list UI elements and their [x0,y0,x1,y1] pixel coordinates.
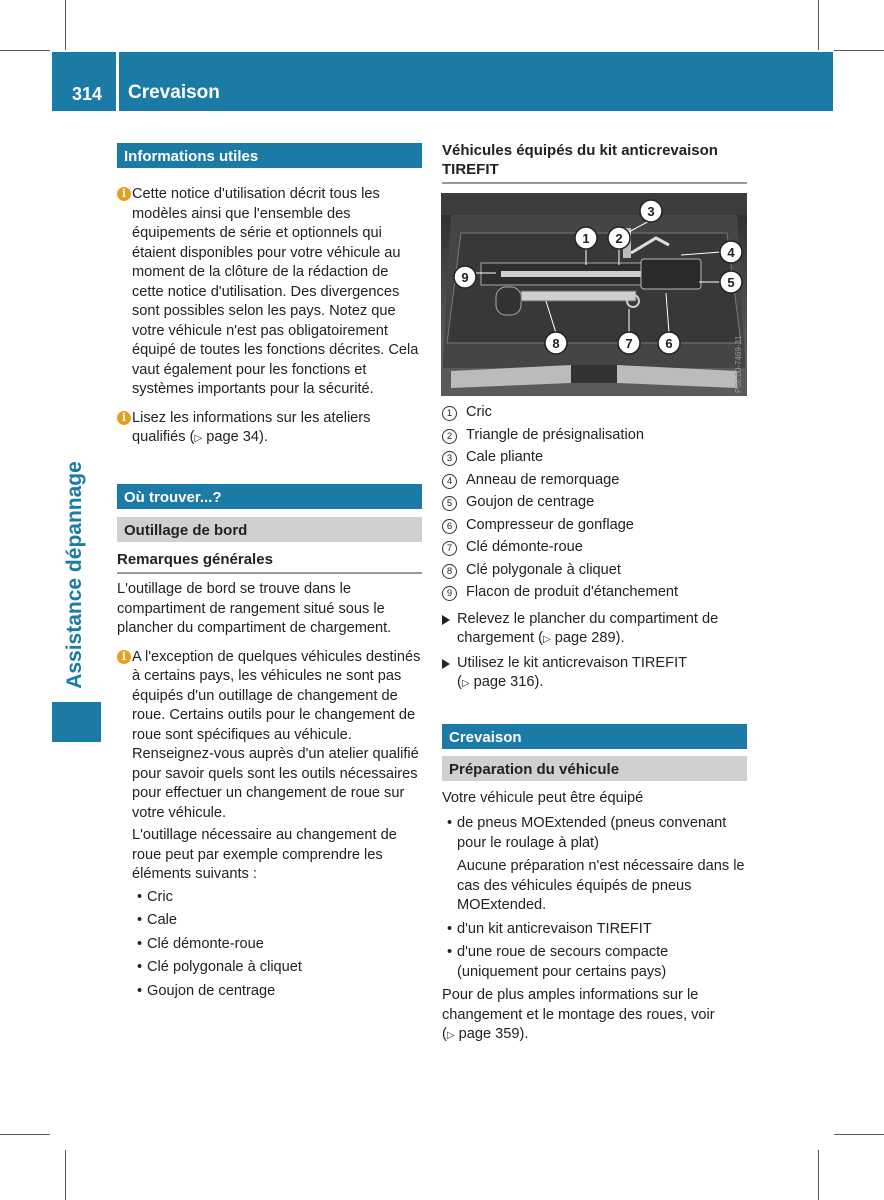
page-title: Crevaison [128,82,220,103]
info-note [117,185,422,400]
paragraph-text: ). [519,1026,529,1042]
info-note [117,648,422,824]
callout-label: 6 [665,336,673,351]
paragraph-text: Pour de plus amples informations sur le changement et le montage des roues, voir [442,987,715,1023]
right-column-heading [442,141,747,184]
section-heading-ou-trouver: Où trouver...? [117,484,422,509]
crop-mark [834,1134,884,1135]
right-column [442,403,747,1046]
legend-text: Cric [466,404,492,420]
list-item: • Cale [117,911,422,931]
legend-number: 9 [442,586,457,601]
legend-item [442,516,747,539]
legend-number: 5 [442,496,457,511]
page-ref-arrow-icon: ▷ [446,1030,455,1041]
legend-text: Compresseur de gonflage [466,516,634,533]
left-column [117,143,422,1005]
callout-label: 9 [461,270,469,285]
info-note-text: A l'exception de quelques véhicules destinés à certains pays, les véhicules ne sont pas équipés d'un outillage de changement de roue. Certains outils pour le changement de roue sont spécifiques au véhicule. Renseignez-vous auprès d'un atelier qualifié pour savoir quels sont les outils nécessaires pour effectuer un changement de roue sur votre véhicule. [132,648,421,821]
legend-text: Clé polygonale à cliquet [466,561,621,578]
list-item: • Clé démonte-roue [117,935,422,955]
legend-item [442,403,747,426]
crop-mark [834,50,884,51]
legend-number: 6 [442,519,457,534]
info-note-text: ). [259,429,268,445]
page-link[interactable]: page 316 [473,674,535,690]
callout-label: 2 [615,231,623,246]
list-item: • Goujon de centrage [117,982,422,1002]
step-text: Relevez le plancher du compartiment de chargement ( [457,610,719,646]
section-heading-crevaison: Crevaison [442,724,747,749]
subsection-heading-preparation: Préparation du véhicule [442,756,747,781]
legend-number: 4 [442,474,457,489]
section-heading-informations: Informations utiles [117,143,422,168]
crop-mark [65,1150,66,1200]
info-note-text: Lisez les informations sur les ateliers qualifiés ( [132,409,371,445]
legend-text: Triangle de présignalisation [466,426,644,443]
callout-label: 7 [625,336,633,351]
step-text: ). [615,630,625,646]
page-number: 314 [72,84,103,104]
callout-label: 5 [727,275,735,290]
legend-item [442,471,747,494]
paragraph: L'outillage de bord se trouve dans le compartiment de rangement situé sous le plancher du compartiment de chargement. [117,581,392,636]
step-item [442,610,747,650]
page-link[interactable]: page 359 [458,1026,520,1042]
info-note [117,409,422,449]
list-item: • d'un kit anticrevaison TIREFIT [442,920,747,940]
list-item: • Cric [117,888,422,908]
legend-number: 8 [442,564,457,579]
legend-number: 7 [442,541,457,556]
side-tab-label: Assistance dépannage [63,461,86,689]
callout-label: 8 [552,336,560,351]
callout-label: 4 [727,245,735,260]
list-item: • d'une roue de secours compacte (uniquement pour certains pays) [442,943,747,982]
legend-text: Clé démonte-roue [466,539,583,555]
legend-item [442,493,747,516]
legend-item [442,426,747,449]
side-tab-marker [52,702,101,742]
legend-text: Cale pliante [466,449,544,465]
step-arrow-icon [442,659,450,669]
legend-number: 2 [442,429,457,444]
header-divider [116,52,119,111]
crop-mark [65,0,66,50]
info-icon: i [117,187,131,201]
crop-mark [0,50,50,51]
info-note-continuation: L'outillage nécessaire au changement de roue peut par exemple comprendre les éléments suivants : [132,827,397,882]
legend-number: 1 [442,406,457,421]
info-note-text: Cette notice d'utilisation décrit tous les modèles ainsi que l'ensemble des équipements de série et optionnels qui étaient disponibles pour votre véhicule au moment de la clôture de la rédaction de cette notice d'utilisation. Des divergences sont possibles selon les pays. Notez que votre véhicule n'est pas obligatoirement équipé de toutes les fonctions décrites. Cela vaut également pour les fonctions et systèmes importants pour la sécurité. [132,186,419,397]
legend-text: Flacon de produit d'étanchement [466,584,679,600]
topic-heading-remarques: Remarques générales [117,550,422,575]
page-ref-arrow-icon: ▷ [461,678,470,689]
page-link[interactable]: page 34 [206,429,259,445]
legend-text: Anneau de remorquage [466,471,620,488]
info-icon: i [117,411,131,425]
paragraph: Pour de plus amples informations sur le changement et le montage des roues, voir (▷ page 359). [442,986,747,1046]
step-text: ). [534,674,544,690]
trunk-tools-figure [441,193,747,396]
legend-text: Goujon de centrage [466,494,595,510]
page-link[interactable]: page 289 [554,630,616,646]
trunk-illustration [441,193,747,396]
legend-item [442,583,747,606]
step-item: Utilisez le kit anticrevaison TIREFIT (▷ page 316). [442,654,747,694]
step-arrow-icon [442,615,450,625]
callout-label: 3 [647,204,655,219]
step-text: Utilisez le kit anticrevaison TIREFIT [457,654,688,671]
paragraph: Votre véhicule peut être équipé [442,789,644,806]
info-icon: i [117,650,131,664]
list-item: • Clé polygonale à cliquet [117,958,422,978]
legend-item [442,448,747,471]
legend-number: 3 [442,451,457,466]
crop-mark [818,1150,819,1200]
list-item: • de pneus MOExtended (pneus convenant pour le roulage à plat) [442,814,747,853]
crop-mark [818,0,819,50]
topic-heading-tirefit: Véhicules équipés du kit anticrevaison TIREFIT [442,141,747,184]
legend-item [442,561,747,584]
page-ref-arrow-icon: ▷ [542,634,551,645]
crop-mark [0,1134,50,1135]
page-ref-arrow-icon: ▷ [194,433,203,444]
list-item-note: Aucune préparation n'est nécessaire dans le cas des véhicules équipés de pneus MOExtended. [457,858,745,913]
legend-item [442,538,747,561]
subsection-heading-outillage: Outillage de bord [117,517,422,542]
callout-label: 1 [582,231,590,246]
figure-code: P68.00-7469-31 [734,335,743,393]
